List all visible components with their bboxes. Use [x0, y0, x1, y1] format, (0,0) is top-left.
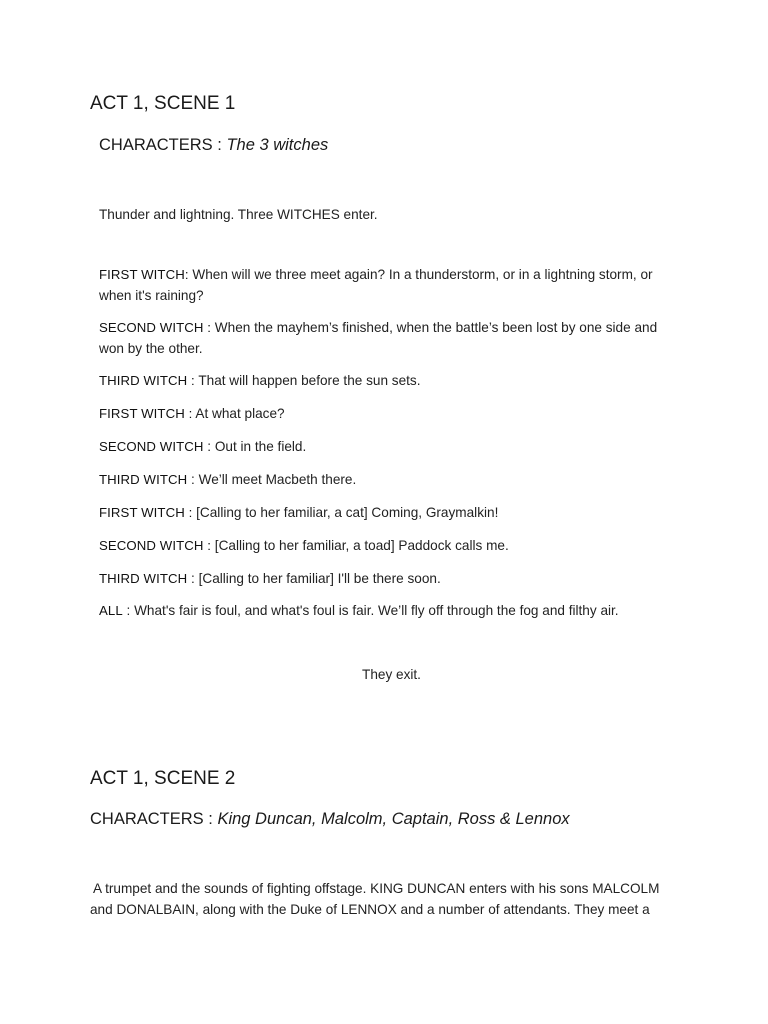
- speaker-name: SECOND WITCH :: [99, 320, 212, 335]
- speaker-name: SECOND WITCH :: [99, 538, 212, 553]
- characters-list: King Duncan, Malcolm, Captain, Ross & Lennox: [217, 810, 570, 828]
- dialogue-text: [Calling to her familiar, a toad] Paddock calls me.: [211, 538, 509, 553]
- scene-2-characters: [90, 810, 570, 829]
- dialogue-line: [99, 264, 674, 306]
- characters-label: CHARACTERS: [99, 136, 213, 154]
- dialogue-text: : What's fair is foul, and what's foul is fair. We’ll fly off through the fog and filthy air.: [122, 603, 619, 618]
- speaker-name: THIRD WITCH :: [99, 373, 195, 388]
- dialogue-text: At what place?: [192, 406, 285, 421]
- characters-label: CHARACTERS: [90, 810, 204, 828]
- dialogue-text: : [Calling to her familiar] I'll be there soon.: [187, 571, 441, 586]
- speaker-name: THIRD WITCH: [99, 571, 188, 586]
- dialogue-line: [99, 370, 674, 391]
- dialogue-text: When will we three meet again? In a thunderstorm, or in a lightning storm, or when it's raining?: [99, 267, 653, 303]
- speaker-name: SECOND WITCH: [99, 439, 204, 454]
- dialogue-text: That will happen before the sun sets.: [194, 373, 421, 388]
- speaker-name: THIRD WITCH: [99, 472, 188, 487]
- dialogue-line: [99, 502, 674, 523]
- speaker-name: FIRST WITCH:: [99, 267, 189, 282]
- dialogue-text: : Out in the field.: [203, 439, 307, 454]
- dialogue-line: [99, 403, 674, 424]
- characters-separator: :: [212, 136, 227, 154]
- speaker-name: FIRST WITCH :: [99, 505, 193, 520]
- scene-1-heading: ACT 1, SCENE 1: [90, 93, 236, 114]
- dialogue-line: [99, 535, 674, 556]
- scene-1-characters: [99, 136, 328, 155]
- dialogue-line: [99, 568, 674, 589]
- dialogue-text: [Calling to her familiar, a cat] Coming, Graymalkin!: [192, 505, 499, 520]
- scene-2-stage-direction-line-2: and DONALBAIN, along with the Duke of LENNOX and a number of attendants. They meet a: [90, 902, 650, 917]
- characters-list: The 3 witches: [226, 136, 329, 154]
- dialogue-line: [99, 317, 674, 359]
- characters-separator: :: [203, 810, 218, 828]
- dialogue-text: When the mayhem’s finished, when the battle’s been lost by one side and won by the other.: [99, 320, 658, 356]
- dialogue-text: : We’ll meet Macbeth there.: [187, 472, 357, 487]
- scene-2-stage-direction-line-1: A trumpet and the sounds of fighting offstage. KING DUNCAN enters with his sons MALCOLM: [90, 881, 660, 896]
- dialogue-line: [99, 469, 674, 490]
- speaker-name: ALL: [99, 603, 123, 618]
- scene-2-heading: ACT 1, SCENE 2: [90, 768, 236, 789]
- scene-1-stage-direction: Thunder and lightning. Three WITCHES enter.: [99, 207, 378, 222]
- scene-1-exit-direction: They exit.: [362, 667, 421, 682]
- dialogue-line: [99, 436, 674, 457]
- dialogue-line: [99, 600, 674, 621]
- speaker-name: FIRST WITCH :: [99, 406, 193, 421]
